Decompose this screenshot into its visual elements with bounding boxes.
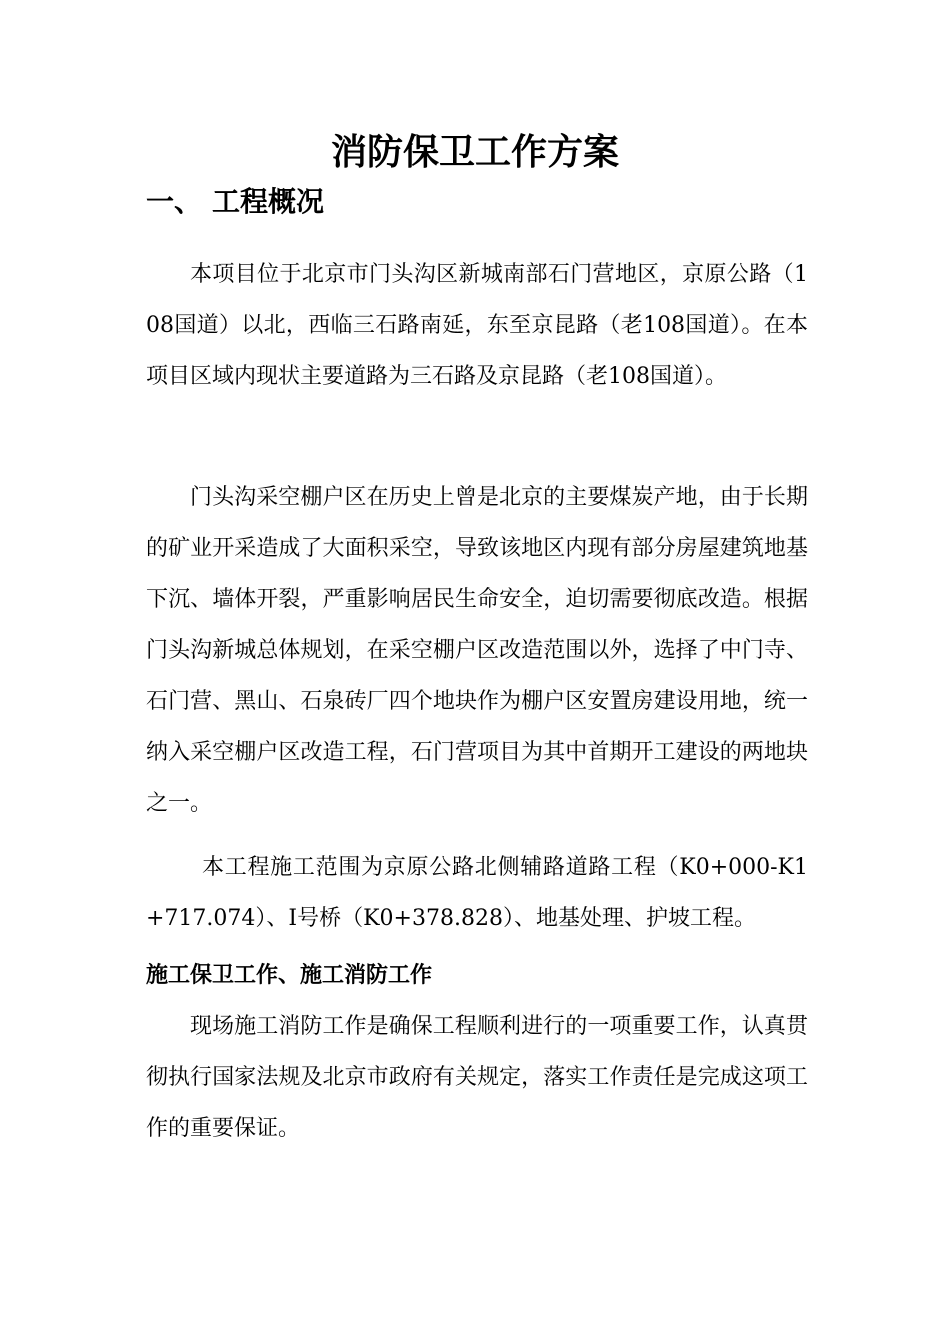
paragraph-scope: 本工程施工范围为京原公路北侧辅路道路工程（K0+000-K1+717.074）、I号桥（K0+378.828）、地基处理、护坡工程。 <box>146 855 808 931</box>
section-heading-overview <box>146 182 324 222</box>
document-title: 消防保卫工作方案 <box>330 132 619 173</box>
paragraph-location: 本项目位于北京市门头沟区新城南部石门营地区，京原公路（108国道）以北，西临三石路南延，东至京昆路（老108国道）。在本项目区域内现状主要道路为三石路及京昆路（老108国道）。 <box>146 262 808 389</box>
section-title: 工程概况 <box>212 185 325 218</box>
section-heading-security-fire: 施工保卫工作、施工消防工作 <box>146 963 433 988</box>
paragraph-background: 门头沟采空棚户区在历史上曾是北京的主要煤炭产地，由于长期的矿业开采造成了大面积采空，导致该地区内现有部分房屋建筑地基下沉、墙体开裂，严重影响居民生命安全，迫切需要彻底改造。根据门头沟新城总体规划，在采空棚户区改造范围以外，选择了中门寺、石门营、黑山、石泉砖厂四个地块作为棚户区安置房建设用地，统一纳入采空棚户区改造工程，石门营项目为其中首期开工建设的两地块之一。 <box>146 485 808 816</box>
paragraph-fire-safety: 现场施工消防工作是确保工程顺利进行的一项重要工作，认真贯彻执行国家法规及北京市政府有关规定，落实工作责任是完成这项工作的重要保证。 <box>146 1014 808 1141</box>
section-number: 一、 <box>146 185 203 218</box>
